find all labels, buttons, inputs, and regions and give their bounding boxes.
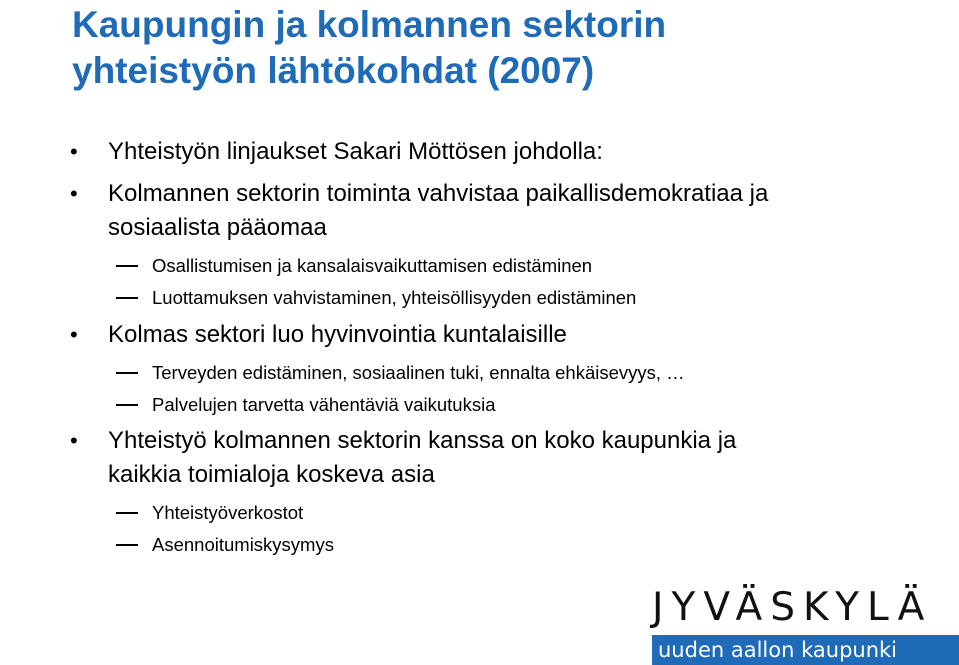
bullet-icon: •: [70, 181, 78, 206]
bullet-item: [70, 424, 908, 492]
sub-item: [152, 253, 912, 279]
dash-icon: [116, 404, 138, 406]
sub-item-text: Terveyden edistäminen, sosiaalinen tuki, ennalta ehkäisevyys, …: [152, 362, 685, 383]
title-line-1: Kaupungin ja kolmannen sektorin: [72, 4, 667, 45]
sub-item-text: Yhteistyöverkostot: [152, 502, 304, 523]
bullet-icon: •: [70, 428, 78, 453]
dash-icon: [116, 265, 138, 267]
bullet-text-line-2: kaikkia toimialoja koskeva asia: [108, 461, 435, 488]
bullet-text: Kolmas sektori luo hyvinvointia kuntalaisille: [108, 321, 567, 348]
dash-icon: [116, 512, 138, 514]
sub-item-text: Osallistumisen ja kansalaisvaikuttamisen edistäminen: [152, 255, 593, 276]
brand-tagline: uuden aallon kaupunki: [658, 638, 898, 662]
bullet-item: [70, 177, 908, 245]
sub-item-text: Luottamuksen vahvistaminen, yhteisöllisyyden edistäminen: [152, 287, 637, 308]
brand-name: JYVÄSKYLÄ: [652, 585, 933, 630]
dash-icon: [116, 544, 138, 546]
sub-item: [152, 500, 912, 526]
bullet-item: [70, 318, 908, 352]
sub-item: [152, 360, 912, 386]
title-line-2: yhteistyön lähtökohdat (2007): [72, 50, 595, 91]
sub-item: [152, 285, 912, 311]
bullet-text-line-1: Yhteistyö kolmannen sektorin kanssa on koko kaupunkia ja: [108, 427, 737, 454]
dash-icon: [116, 297, 138, 299]
brand-tagline-bar: [652, 635, 959, 665]
bullet-text: Yhteistyön linjaukset Sakari Möttösen johdolla:: [108, 138, 603, 165]
jyvaskyla-logo: [652, 580, 952, 665]
bullet-text-line-2: sosiaalista pääomaa: [108, 214, 327, 241]
sub-item-text: Asennoitumiskysymys: [152, 534, 334, 555]
bullet-item: [70, 135, 908, 169]
sub-item: [152, 392, 912, 418]
bullet-text-line-1: Kolmannen sektorin toiminta vahvistaa paikallisdemokratiaa ja: [108, 180, 769, 207]
sub-item: [152, 532, 912, 558]
sub-item-text: Palvelujen tarvetta vähentäviä vaikutuksia: [152, 394, 496, 415]
dash-icon: [116, 372, 138, 374]
bullet-icon: •: [70, 322, 78, 347]
bullet-icon: •: [70, 139, 78, 164]
